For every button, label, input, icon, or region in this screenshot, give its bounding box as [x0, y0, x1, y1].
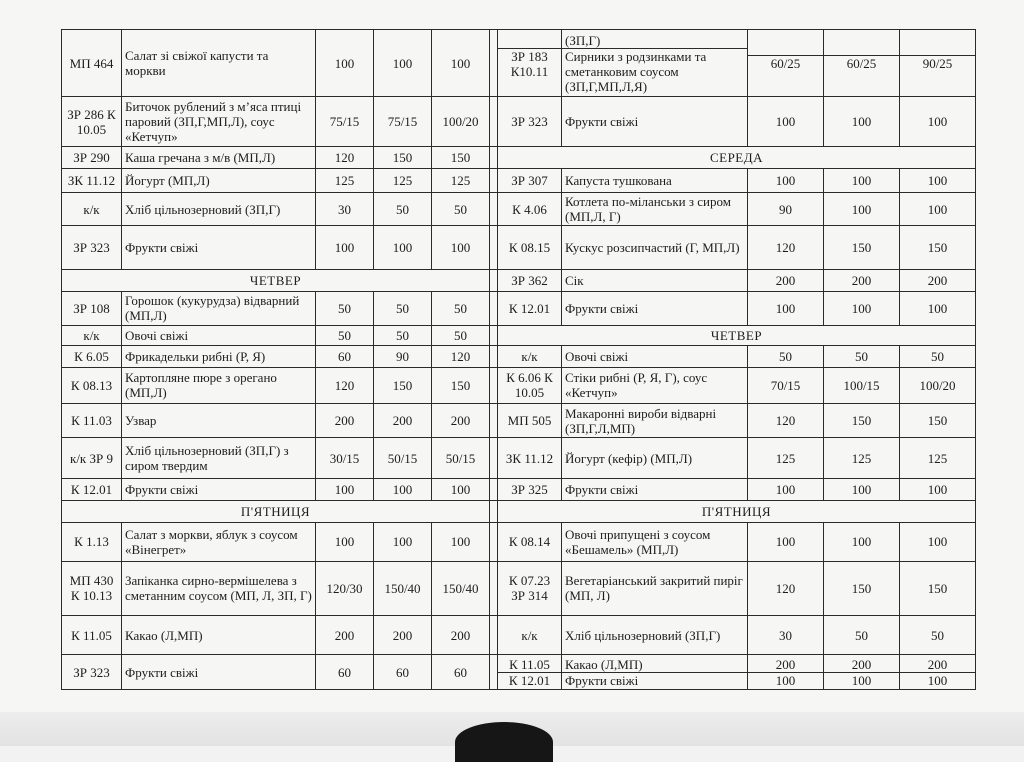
menu-code: К 1.13 — [62, 522, 122, 561]
table-row — [62, 501, 976, 523]
weekday-header: СЕРЕДА — [498, 147, 976, 169]
portion-6-11-years: 100 — [900, 479, 976, 501]
portion-4-6-years: 100 — [374, 226, 432, 269]
portion-6-11-years: 50/15 — [432, 438, 490, 479]
menu-code: ЗР 290 — [62, 147, 122, 169]
table-row — [62, 291, 976, 326]
menu-code: ЗК 11.12 — [62, 168, 122, 192]
portion-1-4-years: 60/25 — [770, 56, 801, 72]
dish-name: Котлета по-міланськи з сиром (МП,Л, Г) — [562, 192, 748, 226]
portion-6-11-years: 100 — [900, 522, 976, 561]
portion-1-4-years: 120 — [748, 226, 824, 269]
portion-4-6-years: 125 — [374, 168, 432, 192]
menu-code: К 08.15 — [498, 226, 562, 269]
portion-4-6-years: 60 — [374, 655, 432, 690]
portion-6-11-years: 50 — [900, 616, 976, 655]
table-row — [62, 404, 976, 438]
portion-6-11-years: 100/20 — [432, 97, 490, 147]
dish-name: Хліб цільнозерновий (ЗП,Г) з сиром твердим — [122, 438, 316, 479]
table-row — [62, 326, 976, 346]
portion-1-4-years: 60 — [316, 345, 374, 367]
portion-6-11-years: 50 — [432, 326, 490, 346]
table-row — [62, 367, 976, 404]
portion-6-11-years: 100 — [432, 226, 490, 269]
dish-name: (ЗП,Г) — [562, 33, 747, 49]
portion-4-6-years: 100 — [851, 672, 872, 688]
portion-4-6-years: 125 — [824, 438, 900, 479]
menu-code: ЗР 323 — [62, 655, 122, 690]
portion-6-11-years: 100 — [900, 192, 976, 226]
portion-6-11-years: 50 — [900, 345, 976, 367]
portion-4-6-years: 150 — [824, 226, 900, 269]
dish-name: Овочі припущені з соусом «Бешамель» (МП,Л) — [562, 522, 748, 561]
menu-code: К 08.14 — [498, 522, 562, 561]
dish-name: Овочі свіжі — [122, 326, 316, 346]
menu-code: МП 505 — [498, 404, 562, 438]
portion-4-6-years: 50 — [374, 291, 432, 326]
portion-4-6-years: 100 — [824, 97, 900, 147]
portion-4-6-years: 100 — [824, 291, 900, 326]
column-gap — [490, 192, 498, 226]
portion-6-11-years-stack — [900, 30, 976, 97]
column-gap — [490, 226, 498, 269]
portion-6-11-years: 100 — [900, 168, 976, 192]
menu-code: К 6.05 — [62, 345, 122, 367]
portion-1-4-years: 100 — [748, 522, 824, 561]
dish-name: Фрикадельки рибні (Р, Я) — [122, 345, 316, 367]
dish-name: Фрукти свіжі — [122, 655, 316, 690]
portion-1-4-years: 200 — [748, 657, 823, 673]
portion-1-4-years: 200 — [316, 404, 374, 438]
table-row — [62, 30, 976, 97]
table-row — [62, 147, 976, 169]
column-gap — [490, 438, 498, 479]
portion-6-11-years: 150 — [432, 147, 490, 169]
column-gap — [490, 522, 498, 561]
portion-1-4-years: 100 — [316, 30, 374, 97]
portion-6-11-years: 100 — [432, 30, 490, 97]
table-row — [62, 226, 976, 269]
portion-1-4-years: 50 — [316, 326, 374, 346]
portion-4-6-years: 150 — [824, 404, 900, 438]
scanner-shadow — [455, 722, 553, 762]
column-gap — [490, 30, 498, 97]
menu-code: ЗР 323 — [62, 226, 122, 269]
table-row — [62, 168, 976, 192]
portion-6-11-years: 60 — [432, 655, 490, 690]
portion-4-6-years: 75/15 — [374, 97, 432, 147]
portion-4-6-years: 90 — [374, 345, 432, 367]
dish-name: Горошок (кукурудза) відварний (МП,Л) — [122, 291, 316, 326]
portion-6-11-years: 200 — [900, 269, 976, 291]
dish-name: Фрукти свіжі — [122, 226, 316, 269]
portion-1-4-years: 90 — [748, 192, 824, 226]
portion-6-11-years: 150/40 — [432, 561, 490, 615]
column-gap — [490, 345, 498, 367]
portion-4-6-years: 50 — [374, 326, 432, 346]
portion-6-11-years: 100 — [432, 479, 490, 501]
portion-4-6-years-stack — [824, 30, 900, 97]
menu-code: К 12.01 — [508, 672, 551, 688]
column-gap — [490, 616, 498, 655]
portion-1-4-years: 100 — [748, 479, 824, 501]
table-row — [62, 269, 976, 291]
menu-code: К 12.01 — [62, 479, 122, 501]
weekday-header: П'ЯТНИЦЯ — [498, 501, 976, 523]
dish-name-stack — [562, 655, 748, 690]
portion-4-6-years: 150 — [824, 561, 900, 615]
menu-code: к/к ЗР 9 — [62, 438, 122, 479]
table-row — [62, 345, 976, 367]
menu-code: К 07.23 ЗР 314 — [498, 561, 562, 615]
portion-6-11-years: 200 — [432, 404, 490, 438]
dish-name: Кускус розсипчастий (Г, МП,Л) — [562, 226, 748, 269]
dish-name: Стіки рибні (Р, Я, Г), соус «Кетчуп» — [562, 367, 748, 404]
dish-name: Какао (Л,МП) — [122, 616, 316, 655]
menu-code: ЗР 183 К10.11 — [510, 48, 549, 79]
portion-6-11-years: 150 — [432, 367, 490, 404]
portion-4-6-years: 100 — [824, 168, 900, 192]
portion-4-6-years: 60/25 — [846, 56, 877, 72]
table-row — [62, 438, 976, 479]
portion-1-4-years: 120 — [748, 561, 824, 615]
menu-code: к/к — [62, 192, 122, 226]
dish-name: Хліб цільнозерновий (ЗП,Г) — [562, 616, 748, 655]
dish-name: Биточок рублений з м’яса птиці паровий (ЗП,Г,МП,Л), соус «Кетчуп» — [122, 97, 316, 147]
menu-code: К 08.13 — [62, 367, 122, 404]
table-row — [62, 192, 976, 226]
column-gap — [490, 269, 498, 291]
portion-6-11-years: 50 — [432, 291, 490, 326]
dish-name: Сирники з родзинками та сметанковим соусом (ЗП,Г,МП,Л,Я) — [565, 48, 707, 94]
weekday-header: ЧЕТВЕР — [62, 269, 490, 291]
menu-table — [61, 29, 976, 690]
portion-1-4-years: 120/30 — [316, 561, 374, 615]
portion-4-6-years: 50 — [824, 345, 900, 367]
portion-4-6-years: 150 — [374, 367, 432, 404]
dish-name: Фрукти свіжі — [562, 97, 748, 147]
portion-1-4-years: 30 — [316, 192, 374, 226]
menu-code: К 11.05 — [498, 657, 561, 673]
column-gap — [490, 479, 498, 501]
table-row — [62, 522, 976, 561]
column-gap — [490, 404, 498, 438]
column-gap — [490, 291, 498, 326]
table-row — [62, 479, 976, 501]
dish-name: Фрукти свіжі — [562, 479, 748, 501]
menu-code: ЗР 325 — [498, 479, 562, 501]
portion-1-4-years: 120 — [316, 367, 374, 404]
weekday-header: П'ЯТНИЦЯ — [62, 501, 490, 523]
portion-4-6-years: 50/15 — [374, 438, 432, 479]
column-gap — [490, 326, 498, 346]
portion-1-4-years: 100 — [316, 522, 374, 561]
column-gap — [490, 367, 498, 404]
dish-name: Хліб цільнозерновий (ЗП,Г) — [122, 192, 316, 226]
column-gap — [490, 168, 498, 192]
portion-4-6-years: 50 — [374, 192, 432, 226]
portion-1-4-years: 70/15 — [748, 367, 824, 404]
portion-4-6-years: 200 — [824, 657, 899, 673]
dish-name: Запіканка сирно-вермішелева з сметанним соусом (МП, Л, ЗП, Г) — [122, 561, 316, 615]
column-gap — [490, 147, 498, 169]
portion-4-6-years: 150/40 — [374, 561, 432, 615]
dish-name: Йогурт (кефір) (МП,Л) — [562, 438, 748, 479]
table-row — [62, 616, 976, 655]
column-gap — [490, 501, 498, 523]
weekday-header: ЧЕТВЕР — [498, 326, 976, 346]
portion-1-4-years: 100 — [316, 479, 374, 501]
portion-1-4-years: 100 — [748, 97, 824, 147]
menu-code: ЗР 286 К 10.05 — [62, 97, 122, 147]
portion-4-6-years: 100 — [374, 30, 432, 97]
portion-6-11-years: 90/25 — [922, 56, 953, 72]
portion-4-6-years: 200 — [374, 404, 432, 438]
portion-6-11-years: 125 — [432, 168, 490, 192]
portion-1-4-years: 120 — [316, 147, 374, 169]
portion-1-4-years: 30/15 — [316, 438, 374, 479]
dish-name: Макаронні вироби відварні (ЗП,Г,Л,МП) — [562, 404, 748, 438]
portion-4-6-years: 100 — [824, 479, 900, 501]
portion-6-11-years: 150 — [900, 561, 976, 615]
portion-1-4-years: 120 — [748, 404, 824, 438]
portion-6-11-years: 120 — [432, 345, 490, 367]
portion-1-4-years: 125 — [316, 168, 374, 192]
portion-4-6-years: 100 — [824, 522, 900, 561]
menu-code: ЗР 307 — [498, 168, 562, 192]
menu-code: к/к — [498, 345, 562, 367]
menu-code-stack — [498, 30, 562, 97]
portion-1-4-years: 100 — [748, 168, 824, 192]
dish-name: Салат зі свіжої капусти та моркви — [122, 30, 316, 97]
dish-name: Какао (Л,МП) — [562, 657, 747, 673]
portion-1-4-years: 125 — [748, 438, 824, 479]
menu-code: МП 430 К 10.13 — [62, 561, 122, 615]
table-row — [62, 561, 976, 615]
portion-1-4-years: 50 — [316, 291, 374, 326]
portion-1-4-years: 100 — [316, 226, 374, 269]
portion-6-11-years: 100 — [927, 672, 948, 688]
menu-code: ЗР 362 — [498, 269, 562, 291]
dish-name: Каша гречана з м/в (МП,Л) — [122, 147, 316, 169]
portion-1-4-years: 200 — [316, 616, 374, 655]
table-row — [62, 655, 976, 690]
portion-6-11-years: 100 — [900, 291, 976, 326]
portion-1-4-years: 50 — [748, 345, 824, 367]
portion-4-6-years-stack — [824, 655, 900, 690]
menu-code: К 11.03 — [62, 404, 122, 438]
dish-name-stack — [562, 30, 748, 97]
portion-6-11-years: 100 — [900, 97, 976, 147]
menu-code: ЗК 11.12 — [498, 438, 562, 479]
dish-name: Фрукти свіжі — [122, 479, 316, 501]
portion-4-6-years: 200 — [374, 616, 432, 655]
portion-4-6-years: 100/15 — [824, 367, 900, 404]
portion-1-4-years: 60 — [316, 655, 374, 690]
dish-name: Овочі свіжі — [562, 345, 748, 367]
portion-6-11-years: 100 — [432, 522, 490, 561]
column-gap — [490, 97, 498, 147]
portion-1-4-years-stack — [748, 655, 824, 690]
menu-code-stack — [498, 655, 562, 690]
portion-4-6-years: 150 — [374, 147, 432, 169]
portion-6-11-years: 200 — [432, 616, 490, 655]
menu-code: МП 464 — [62, 30, 122, 97]
portion-4-6-years: 50 — [824, 616, 900, 655]
portion-1-4-years: 100 — [748, 291, 824, 326]
column-gap — [490, 561, 498, 615]
table-row — [62, 97, 976, 147]
portion-6-11-years: 150 — [900, 404, 976, 438]
menu-code: К 12.01 — [498, 291, 562, 326]
menu-code: К 11.05 — [62, 616, 122, 655]
dish-name: Капуста тушкована — [562, 168, 748, 192]
portion-1-4-years-stack — [748, 30, 824, 97]
portion-1-4-years: 100 — [775, 672, 796, 688]
portion-4-6-years: 200 — [824, 269, 900, 291]
menu-code: К 6.06 К 10.05 — [498, 367, 562, 404]
dish-name: Узвар — [122, 404, 316, 438]
portion-6-11-years: 125 — [900, 438, 976, 479]
portion-1-4-years: 30 — [748, 616, 824, 655]
menu-code: ЗР 323 — [498, 97, 562, 147]
menu-code: к/к — [62, 326, 122, 346]
menu-table-body — [62, 30, 976, 690]
portion-6-11-years-stack — [900, 655, 976, 690]
dish-name: Йогурт (МП,Л) — [122, 168, 316, 192]
portion-6-11-years: 150 — [900, 226, 976, 269]
dish-name: Фрукти свіжі — [565, 672, 639, 688]
dish-name: Картопляне пюре з орегано (МП,Л) — [122, 367, 316, 404]
portion-1-4-years: 200 — [748, 269, 824, 291]
portion-4-6-years: 100 — [374, 479, 432, 501]
column-gap — [490, 655, 498, 690]
portion-6-11-years: 100/20 — [900, 367, 976, 404]
portion-1-4-years: 75/15 — [316, 97, 374, 147]
menu-code: к/к — [498, 616, 562, 655]
portion-4-6-years: 100 — [824, 192, 900, 226]
menu-code: ЗР 108 — [62, 291, 122, 326]
dish-name: Фрукти свіжі — [562, 291, 748, 326]
dish-name: Вегетаріанський закритий пиріг (МП, Л) — [562, 561, 748, 615]
dish-name: Салат з моркви, яблук з соусом «Вінегрет» — [122, 522, 316, 561]
portion-4-6-years: 100 — [374, 522, 432, 561]
portion-6-11-years: 50 — [432, 192, 490, 226]
menu-code: К 4.06 — [498, 192, 562, 226]
portion-6-11-years: 200 — [900, 657, 975, 673]
dish-name: Сік — [562, 269, 748, 291]
